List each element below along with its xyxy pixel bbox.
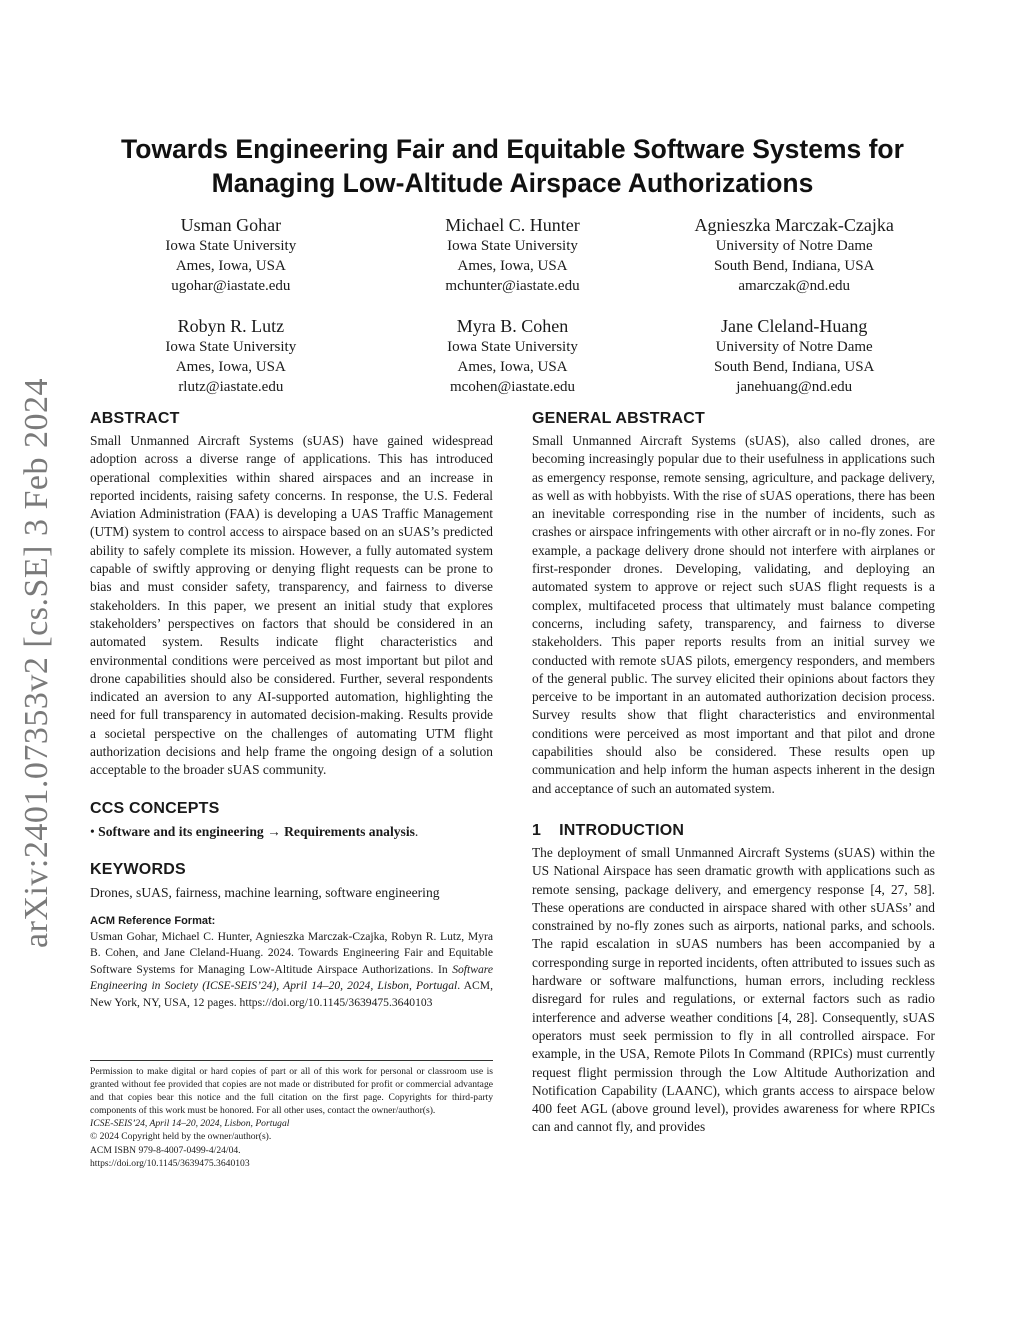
ccs-bullet: • <box>90 823 95 839</box>
author-location: Ames, Iowa, USA <box>175 257 286 274</box>
introduction-heading <box>532 820 935 842</box>
author-card <box>653 214 935 296</box>
ccs-period: . <box>414 823 419 839</box>
author-name: Usman Gohar <box>180 215 282 235</box>
author-row-2 <box>90 315 935 397</box>
author-location: Ames, Iowa, USA <box>457 257 568 274</box>
copyright-footnote <box>90 1060 493 1170</box>
author-name: Agnieszka Marczak-Czajka <box>694 215 894 235</box>
footnote-venue: ICSE-SEIS’24, April 14–20, 2024, Lisbon, Portugal <box>90 1118 290 1130</box>
general-abstract-heading: GENERAL ABSTRACT <box>532 410 705 427</box>
section-number: 1 <box>532 821 542 839</box>
ccs-arrow: → <box>267 823 281 839</box>
author-card <box>90 315 372 397</box>
author-location: Ames, Iowa, USA <box>457 359 568 376</box>
keywords-heading: KEYWORDS <box>90 860 186 878</box>
author-name: Myra B. Cohen <box>456 316 569 337</box>
author-card <box>372 315 654 397</box>
author-email: mchunter@iastate.edu <box>445 277 580 294</box>
title-line-1: Towards Engineering Fair and Equitable Software Systems for <box>121 134 904 164</box>
author-card <box>653 315 935 397</box>
author-row-1 <box>90 214 935 296</box>
author-location: South Bend, Indiana, USA <box>713 257 875 274</box>
author-email: rlutz@iastate.edu <box>178 378 284 395</box>
footnote-isbn: ACM ISBN 979-8-4007-0499-4/24/04. <box>90 1144 241 1156</box>
ccs-concept-sub: Requirements analysis <box>284 823 415 839</box>
author-card <box>90 214 372 296</box>
abstract-heading: ABSTRACT <box>90 410 180 427</box>
author-block <box>90 214 935 398</box>
abstract-text: Small Unmanned Aircraft Systems (sUAS) have gained widespread adoption across a diverse range of applications. This has introduced operational complexities within shared airspaces and an increase in reported incidents, raising safety concerns. In response, the U.S. Federal Aviation Administration (FAA) is developing a UAS Traffic Management (UTM) system to control access to airspace based on an sUAS’s predicted ability to safely complete its mission. However, a fully automated system capable of swiftly approving or denying flight requests can be prone to bias and must consider safety, transparency, and fairness to diverse stakeholders. In this paper, we present an initial study that explores stakeholders’ perspectives on factors that should be considered in an automated system. Results indicate flight characteristics and environmental conditions were perceived as most important but pilot and drone capabilities should also be considered. Further, several respondents indicated an aversion to any AI-supported automation, highlighting the need for full transparency in automated decision-making. Results provide a societal perspective on the challenges of automating UTM flight authorization decisions and help frame the ongoing design of a solution acceptable to the broader sUAS community. <box>90 433 493 778</box>
title-line-2: Managing Low-Altitude Airspace Authorizations <box>211 168 814 198</box>
acm-reference-venue: Software Engineering in Society (ICSE-SEIS’24), April 14–20, 2024, Lisbon, Portugal <box>90 962 493 993</box>
author-email: mcohen@iastate.edu <box>449 378 576 395</box>
arxiv-stamp <box>12 370 62 955</box>
acm-reference-text <box>90 929 493 1012</box>
arxiv-id: arXiv:2401.07353v2 [cs.SE] 3 Feb 2024 <box>18 377 56 948</box>
author-affiliation: Iowa State University <box>447 238 578 254</box>
introduction-text: The deployment of small Unmanned Aircraft Systems (sUAS) within the US National Airspace has seen dramatic growth with applications such as remote sensing, package delivery, and emergency response [4, 27, 58]. These operations are conducted in airspace shared with other sUASs’ and constrained by no-fly zones such as airports, national parks, and schools. The rapid escalation in sUAS numbers has been accompanied by a corresponding surge in reported incidents, often attributed to issues such as hardware or software malfunctions, human errors, including reckless disregard for rules and regulations, or external factors such as radio interference and adverse weather conditions [4, 28]. Consequently, sUAS operators must seek permission to fly in all controlled airspace. For example, in the USA, Remote Pilots In Command (RPICs) must currently request flight permission through the Low Altitude Authorization and Notification Capability (LAANC), which grants access to airspace below 400 feet AGL (above ground level), provides awareness for where RPICs can and cannot fly, and provides <box>532 844 935 1135</box>
ccs-concept <box>90 823 493 841</box>
keywords-text: Drones, sUAS, fairness, machine learning, software engineering <box>90 884 440 900</box>
author-affiliation: Iowa State University <box>165 238 297 254</box>
right-column <box>532 408 935 1137</box>
author-affiliation: University of Notre Dame <box>715 339 873 356</box>
author-location: Ames, Iowa, USA <box>175 359 286 376</box>
author-name: Jane Cleland-Huang <box>720 316 868 337</box>
ccs-heading: CCS CONCEPTS <box>90 799 220 817</box>
left-column <box>90 408 493 1011</box>
author-location: South Bend, Indiana, USA <box>713 359 875 376</box>
author-card <box>372 214 654 296</box>
acm-reference-heading: ACM Reference Format: <box>90 914 216 927</box>
author-email: amarczak@nd.edu <box>738 277 851 294</box>
general-abstract-text: Small Unmanned Aircraft Systems (sUAS), also called drones, are becoming increasingly popular due to their usefulness in applications such as emergency response, remote sensing, agriculture, and package delivery, as well as with hobbyists. With the rise of sUAS operations, there has been an inevitable corresponding rise in the number of incidents, such as crashes or airspace infringements with other aircraft or in no-fly zones. For example, a package delivery drone should not interfere with airplanes or first-responder drones. Developing, validating, and deploying an automated system to approve or reject such sUAS flight requests is a complex, multifaceted process that ultimately must balance competing concerns, including safety, transparency, and fairness to diverse stakeholders. This paper reports results from an initial survey we conducted with remote sUAS pilots, emergency responders, and members of the general public. The survey elicited their opinions about factors they perceive to be important in an automated authorization decision process. Survey results show that flight characteristics and environmental conditions were perceived as most important and that pilot and drone capabilities should also be considered. These results open up communication and help inform the human aspects inherent in the design and acceptance of such an automated system. <box>532 433 935 796</box>
author-name: Robyn R. Lutz <box>177 316 285 337</box>
author-affiliation: Iowa State University <box>447 339 578 356</box>
ccs-concept-main: Software and its engineering <box>98 823 264 839</box>
footnote-doi: https://doi.org/10.1145/3639475.3640103 <box>90 1157 250 1169</box>
author-email: ugohar@iastate.edu <box>171 277 291 294</box>
footnote-copyright: © 2024 Copyright held by the owner/author(s). <box>90 1131 272 1143</box>
paper-title <box>90 132 935 200</box>
acm-reference-pre: Usman Gohar, Michael C. Hunter, Agnieszka Marczak-Czajka, Robyn R. Lutz, Myra B. Cohen, and Jane Cleland-Huang. 2024. Towards Engineering Fair and Equitable Software Systems for Managing Low-Altitude Airspace Authorizations. In <box>90 929 493 976</box>
author-affiliation: Iowa State University <box>165 339 297 356</box>
permission-notice: Permission to make digital or hard copies of part or all of this work for personal or classroom use is granted without fee provided that copies are not made or distributed for profit or commercial advantage and that copies bear this notice and the full citation on the first page. Copyrights for third-party components of this work must be honored. For all other uses, contact the owner/author(s). <box>90 1066 493 1117</box>
author-name: Michael C. Hunter <box>445 215 580 235</box>
section-title: INTRODUCTION <box>559 821 685 839</box>
author-email: janehuang@nd.edu <box>736 378 853 395</box>
acm-reference-post: . ACM, New York, NY, USA, 12 pages. https://doi.org/10.1145/3639475.3640103 <box>90 979 493 1009</box>
author-affiliation: University of Notre Dame <box>715 238 873 254</box>
